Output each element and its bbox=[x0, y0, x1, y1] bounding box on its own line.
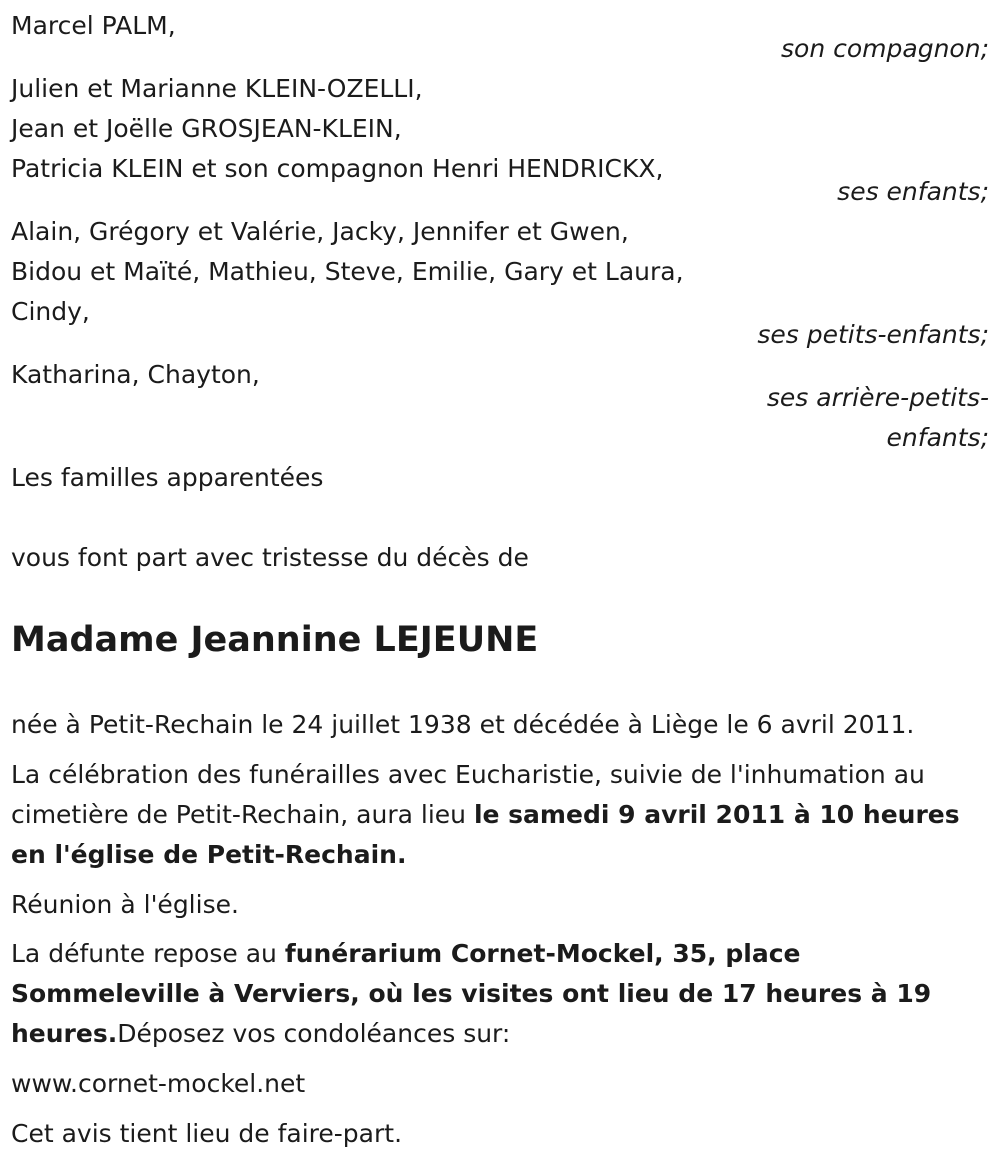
grandchildren-line-2: Bidou et Maïté, Mathieu, Steve, Emilie, Gary et Laura, bbox=[11, 257, 684, 286]
companion-name: Marcel PALM, bbox=[11, 11, 176, 40]
great-grandchildren-role-line-1: ses arrière-petits- bbox=[766, 383, 989, 412]
condolences-text: Déposez vos condoléances sur: bbox=[117, 1019, 511, 1048]
funeral-location: en l'église de Petit-Rechain. bbox=[11, 840, 407, 869]
rest-line-1-text: La défunte repose au bbox=[11, 939, 285, 968]
related-families: Les familles apparentées bbox=[11, 463, 324, 492]
funeral-date-time: le samedi 9 avril 2011 à 10 heures bbox=[473, 800, 960, 829]
grandchildren-role: ses petits-enfants; bbox=[757, 320, 989, 349]
funeral-line-3 bbox=[11, 835, 406, 875]
grandchildren-line-1: Alain, Grégory et Valérie, Jacky, Jennifer et Gwen, bbox=[11, 217, 629, 246]
rest-line-2 bbox=[11, 974, 931, 1014]
children-line-3: Patricia KLEIN et son compagnon Henri HENDRICKX, bbox=[11, 154, 664, 183]
rest-line-1 bbox=[11, 934, 800, 974]
announcement-text: vous font part avec tristesse du décès de bbox=[11, 543, 529, 572]
funeral-line-2 bbox=[11, 795, 960, 835]
rest-line-3 bbox=[11, 1014, 510, 1054]
children-line-1: Julien et Marianne KLEIN-OZELLI, bbox=[11, 74, 423, 103]
meeting-info: Réunion à l'église. bbox=[11, 890, 239, 919]
great-grandchildren-role-line-2: enfants; bbox=[886, 423, 989, 452]
condolences-website: www.cornet-mockel.net bbox=[11, 1069, 306, 1098]
children-line-2: Jean et Joëlle GROSJEAN-KLEIN, bbox=[11, 114, 402, 143]
great-grandchildren-names: Katharina, Chayton, bbox=[11, 360, 260, 389]
grandchildren-line-3: Cindy, bbox=[11, 297, 90, 326]
funeral-line-2-text: cimetière de Petit-Rechain, aura lieu bbox=[11, 800, 474, 829]
visiting-hours-end: heures. bbox=[11, 1019, 118, 1048]
funeral-line-1: La célébration des funérailles avec Eucharistie, suivie de l'inhumation au bbox=[11, 760, 925, 789]
closing-note: Cet avis tient lieu de faire-part. bbox=[11, 1119, 403, 1148]
birth-death-info: née à Petit-Rechain le 24 juillet 1938 et décédée à Liège le 6 avril 2011. bbox=[11, 710, 915, 739]
deceased-name: Madame Jeannine LEJEUNE bbox=[11, 620, 539, 660]
visiting-hours: Sommeleville à Verviers, où les visites ont lieu de 17 heures à 19 bbox=[11, 979, 932, 1008]
children-role: ses enfants; bbox=[837, 177, 989, 206]
funerarium-name: funérarium Cornet-Mockel, 35, place bbox=[284, 939, 801, 968]
companion-role: son compagnon; bbox=[781, 34, 989, 63]
